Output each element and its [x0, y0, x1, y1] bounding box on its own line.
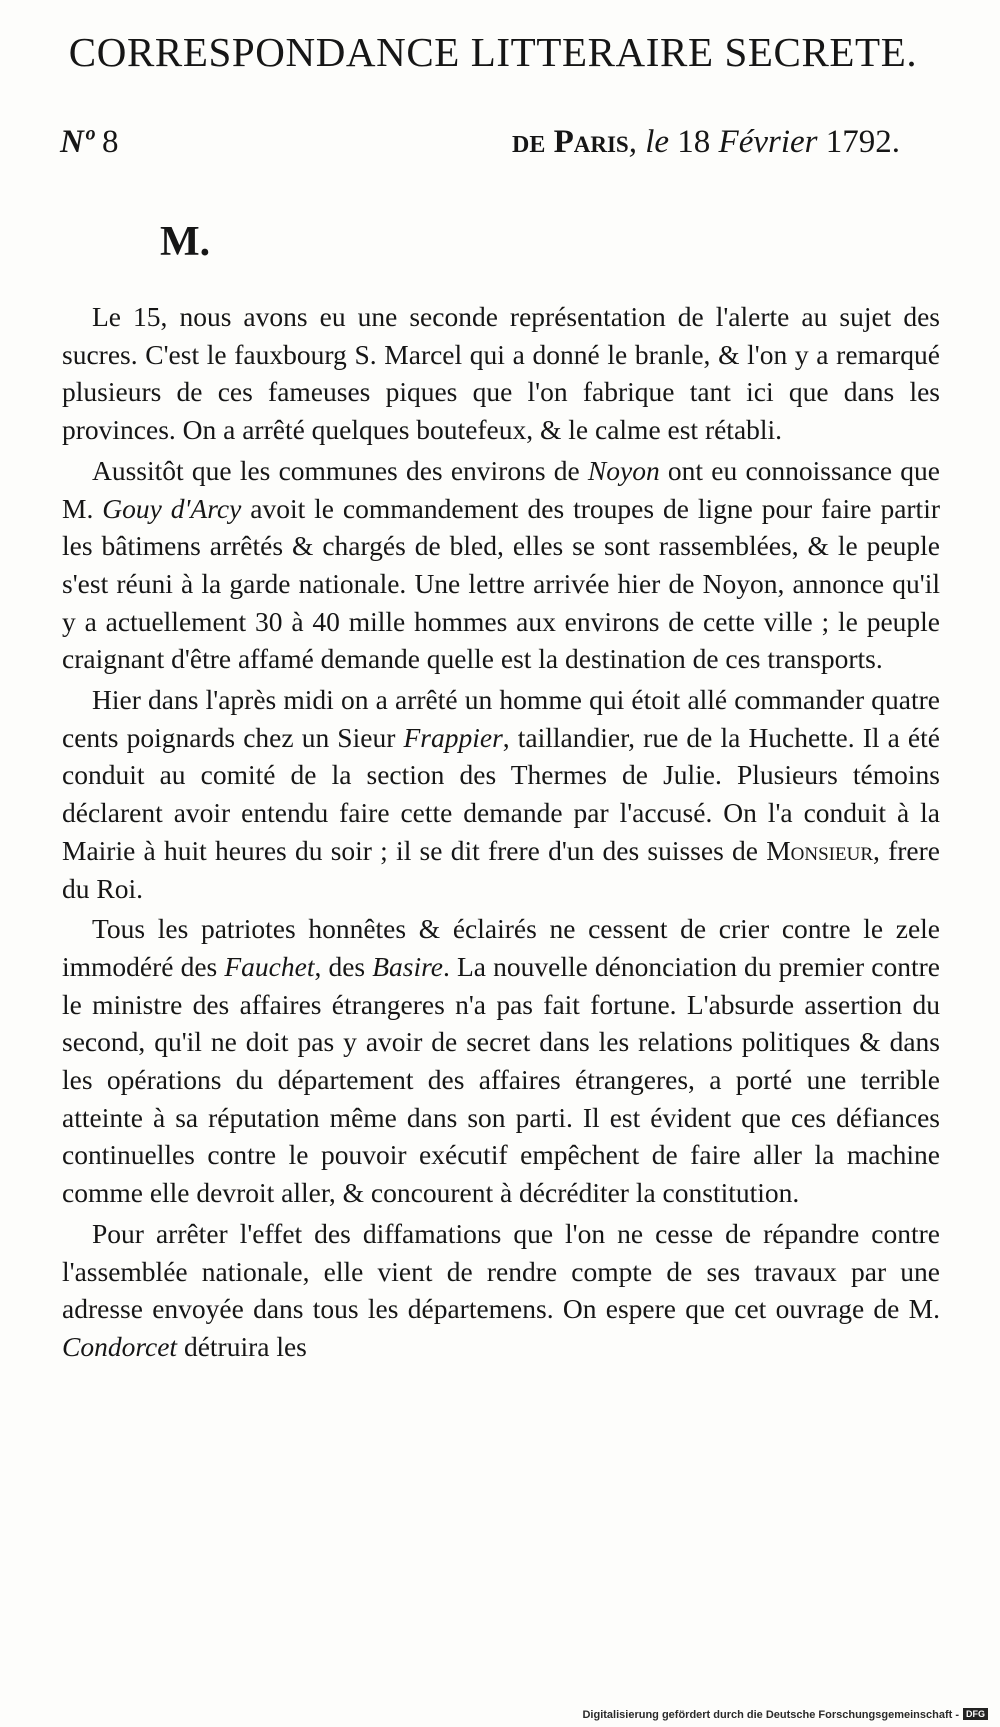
place-date: [512, 124, 900, 161]
city-name: Paris: [553, 124, 629, 160]
date-lead: , le: [628, 124, 670, 160]
credit-text: Digitalisierung gefördert durch die Deutsche Forschungsgemeinschaft -: [582, 1709, 959, 1721]
text-run: , taillandier, rue de la Huchette. Il a été conduit au comité de la section des Thermes de Julie. Plusieurs témoins déclarent avoir entendu faire cette demande par l'accusé. On l'a conduit à la Mairie à huit heures du soir ; il se dit frere d'un des suisses de: [62, 721, 940, 866]
text-run: Basire: [372, 950, 444, 982]
text-run: , des: [314, 950, 373, 982]
text-run: Gouy d'Arcy: [102, 492, 242, 524]
text-run: Condorcet: [62, 1330, 178, 1362]
dfg-logo: DFG: [963, 1708, 988, 1720]
text-run: ont eu connoissance que M.: [62, 454, 940, 524]
text-run: Noyon: [587, 454, 660, 486]
digitization-credit: [582, 1708, 988, 1721]
dateline: [60, 124, 900, 174]
issue-prefix: Nº: [60, 124, 94, 160]
paragraph: [62, 452, 940, 678]
text-run: Frappier: [403, 721, 503, 753]
date-day: 18: [677, 124, 711, 160]
text-run: Fauchet: [224, 950, 315, 982]
salutation: M.: [160, 219, 211, 265]
issue-number: 8: [101, 124, 119, 160]
text-run: Hier dans l'après midi on a arrêté un homme qui étoit allé commander quatre cents poignards chez un Sieur: [62, 684, 940, 753]
issue-label: [60, 124, 118, 161]
text-run: , frere du Roi.: [62, 834, 941, 904]
paragraph: [62, 1215, 940, 1366]
text-run: Monsieur: [766, 834, 874, 866]
paragraph: [62, 681, 940, 907]
masthead-title: CORRESPONDANCE LITTERAIRE SECRETE.: [68, 29, 918, 75]
paragraph: [62, 298, 940, 449]
text-run: détruira les: [177, 1330, 307, 1362]
text-run: Pour arrêter l'effet des diffamations que l'on ne cesse de répandre contre l'assemblée nationale, elle vient de rendre compte de ses travaux par une adresse envoyée dans tous les départemens. On espere que cet ouvrage de M.: [62, 1217, 940, 1325]
date-month: Février: [718, 124, 818, 160]
paragraph: [62, 910, 940, 1212]
text-run: Le 15, nous avons eu une seconde représentation de l'alerte au sujet des sucres. C'est le fauxbourg S. Marcel qui a donné le branle, & l'on y a remarqué plusieurs de ces fameuses piques que l'on fabrique tant ici que dans les provinces. On a arrêté quelques boutefeux, & le calme est rétabli.: [62, 301, 940, 446]
text-run: Tous les patriotes honnêtes & éclairés ne cessent de crier contre le zele immodéré des: [62, 913, 940, 982]
place-prefix: DE: [512, 132, 546, 158]
text-run: . La nouvelle dénonciation du premier contre le ministre des affaires étrangeres n'a pas fait fortune. L'absurde assertion du second, qu'il ne doit pas y avoir de secret dans les relations politiques & dans les opérations du département des affaires étrangeres, a porté une terrible atteinte à sa réputation même dans son parti. Il est évident que ces défiances continuelles contre le pouvoir exécutif empêchent de faire aller la machine comme elle devroit aller, & concourent à décréditer la constitution.: [62, 950, 940, 1209]
date-year: 1792.: [825, 124, 900, 160]
text-run: Aussitôt que les communes des environs de: [92, 454, 588, 486]
text-run: avoit le commandement des troupes de ligne pour faire partir les bâtimens arrêtés & chargés de bled, elles se sont rassemblées, & le peuple s'est réuni à la garde nationale. Une lettre arrivée hier de Noyon, annonce qu'il y a actuellement 30 à 40 mille hommes aux environs de cette ville ; le peuple craignant d'être affamé demande quelle est la destination de ces transports.: [62, 492, 940, 675]
letter-body: [62, 298, 940, 1366]
